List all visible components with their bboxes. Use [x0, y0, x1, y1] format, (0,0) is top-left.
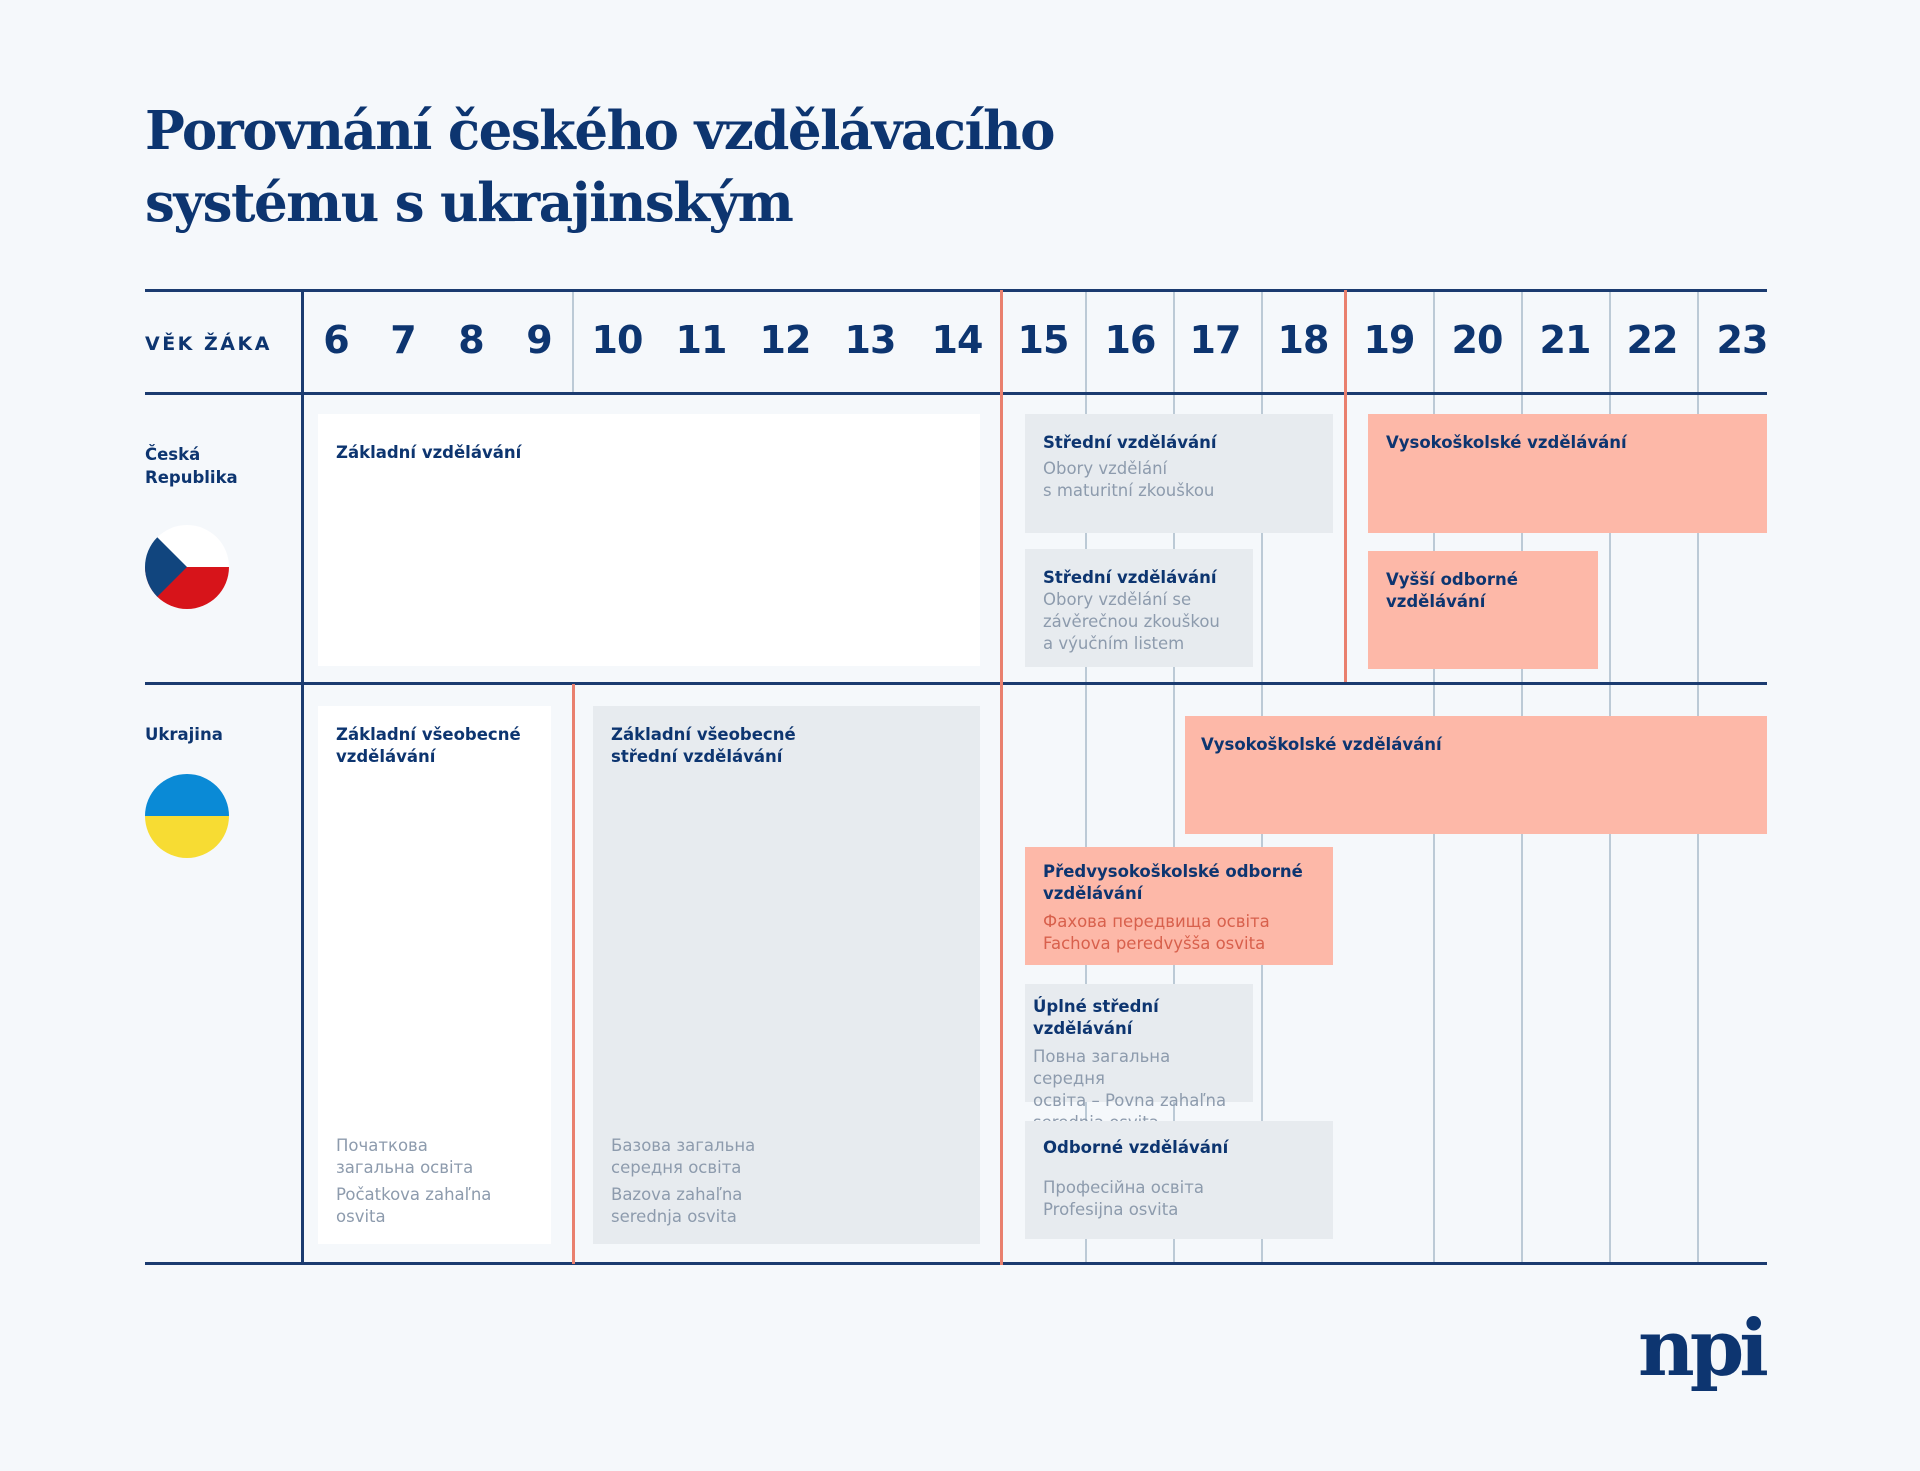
- age-9: 9: [526, 318, 552, 362]
- box-title: vzdělávání: [336, 747, 436, 766]
- box-subtitle: Професійна освіта: [1043, 1178, 1204, 1197]
- age-11: 11: [675, 318, 727, 362]
- age-13: 13: [844, 318, 896, 362]
- czech-flag-icon: [145, 525, 229, 609]
- table-top-rule: [145, 289, 1767, 292]
- age-18: 18: [1277, 318, 1329, 362]
- box-subtitle: Počatkova zahaľna: [336, 1185, 492, 1204]
- age-16: 16: [1104, 318, 1156, 362]
- country-label-cz: [145, 443, 238, 489]
- country-label-ua: Ukrajina: [145, 725, 223, 744]
- box-title: Předvysokoškolské odborné: [1043, 862, 1303, 881]
- box-subtitle: Базова загальна: [611, 1136, 756, 1155]
- header-rule: [145, 392, 1767, 395]
- age-22: 22: [1626, 318, 1678, 362]
- age-12: 12: [759, 318, 811, 362]
- age-17: 17: [1189, 318, 1241, 362]
- age-21: 21: [1539, 318, 1591, 362]
- box-title: Základní všeobecné: [336, 725, 521, 744]
- box-subtitle: závěrečnou zkouškou: [1043, 612, 1220, 631]
- box-subtitle: Profesijna osvita: [1043, 1200, 1179, 1219]
- cz-name-line-1: Česká: [145, 445, 201, 464]
- box-title: střední vzdělávání: [611, 747, 783, 766]
- row-divider-rule: [145, 682, 1767, 685]
- box-title: Vysokoškolské vzdělávání: [1201, 735, 1442, 754]
- box-title: Vysokoškolské vzdělávání: [1386, 433, 1627, 452]
- box-title: Střední vzdělávání: [1043, 568, 1217, 587]
- box-subtitle: s maturitní zkouškou: [1043, 481, 1215, 500]
- title-line-1: Porovnání českého vzdělávacího: [145, 100, 1055, 162]
- table-bottom-rule: [145, 1262, 1767, 1265]
- npi-logo: npi: [1638, 1303, 1764, 1394]
- ua-vocational-box: [1025, 1121, 1333, 1239]
- ukrainian-flag-icon: [145, 774, 229, 858]
- age-23: 23: [1716, 318, 1768, 362]
- stage-divider-cz-18-19: [1344, 290, 1347, 682]
- cz-basic-education-box: [318, 414, 980, 666]
- box-title: Odborné vzdělávání: [1043, 1138, 1229, 1157]
- cz-secondary-maturita-box: [1025, 414, 1333, 533]
- box-title: vzdělávání: [1043, 884, 1143, 903]
- box-subtitle: освіта – Povna zahaľna: [1033, 1091, 1227, 1110]
- ua-basic-secondary-box: [593, 706, 980, 1244]
- box-subtitle: Повна загальна середня: [1033, 1047, 1171, 1088]
- ua-pre-higher-vocational-box: [1025, 847, 1333, 965]
- label-column-divider: [301, 290, 304, 1265]
- box-title: Vyšší odborné: [1386, 570, 1518, 589]
- box-subtitle: загальна освіта: [336, 1158, 474, 1177]
- page-title: [145, 95, 1145, 239]
- age-8: 8: [458, 318, 484, 362]
- box-title: Základní vzdělávání: [336, 443, 522, 462]
- stage-divider-14-15: [1000, 290, 1003, 1265]
- ua-primary-education-box: [318, 706, 551, 1244]
- box-subtitle: a výučním listem: [1043, 634, 1185, 653]
- box-title: Základní všeobecné: [611, 725, 796, 744]
- age-19: 19: [1363, 318, 1415, 362]
- box-title: Střední vzdělávání: [1043, 433, 1217, 452]
- box-subtitles: [336, 1135, 533, 1228]
- box-subtitle: serednja osvita: [611, 1207, 737, 1226]
- box-subtitle: osvita: [336, 1207, 386, 1226]
- box-subtitle: Bazova zahaľna: [611, 1185, 743, 1204]
- cz-higher-vocational-box: [1368, 551, 1598, 669]
- age-6: 6: [323, 318, 349, 362]
- cz-name-line-2: Republika: [145, 468, 238, 487]
- cz-secondary-vocational-box: [1025, 549, 1253, 667]
- title-line-2: systému s ukrajinským: [145, 172, 793, 234]
- age-15: 15: [1017, 318, 1069, 362]
- cz-higher-education-box: [1368, 414, 1767, 533]
- age-header-label: VĚK ŽÁKA: [145, 333, 272, 355]
- ua-higher-education-box: [1185, 716, 1767, 834]
- box-title: vzdělávání: [1386, 592, 1486, 611]
- box-subtitle: Obory vzdělání: [1043, 459, 1168, 478]
- box-subtitles: [611, 1135, 962, 1228]
- box-subtitle: середня освіта: [611, 1158, 742, 1177]
- ua-complete-secondary-box: [1025, 984, 1253, 1110]
- box-subtitle: Fachova peredvyšša osvita: [1043, 934, 1266, 953]
- age-10: 10: [591, 318, 643, 362]
- age-14: 14: [931, 318, 983, 362]
- age-20: 20: [1451, 318, 1503, 362]
- stage-divider-ua-9-10: [572, 684, 575, 1264]
- box-title: Úplné střední vzdělávání: [1033, 997, 1159, 1038]
- box-subtitle: Obory vzdělání se: [1043, 590, 1192, 609]
- box-subtitle: Початкова: [336, 1136, 428, 1155]
- box-subtitle: Фахова передвища освіта: [1043, 912, 1270, 931]
- age-7: 7: [390, 318, 416, 362]
